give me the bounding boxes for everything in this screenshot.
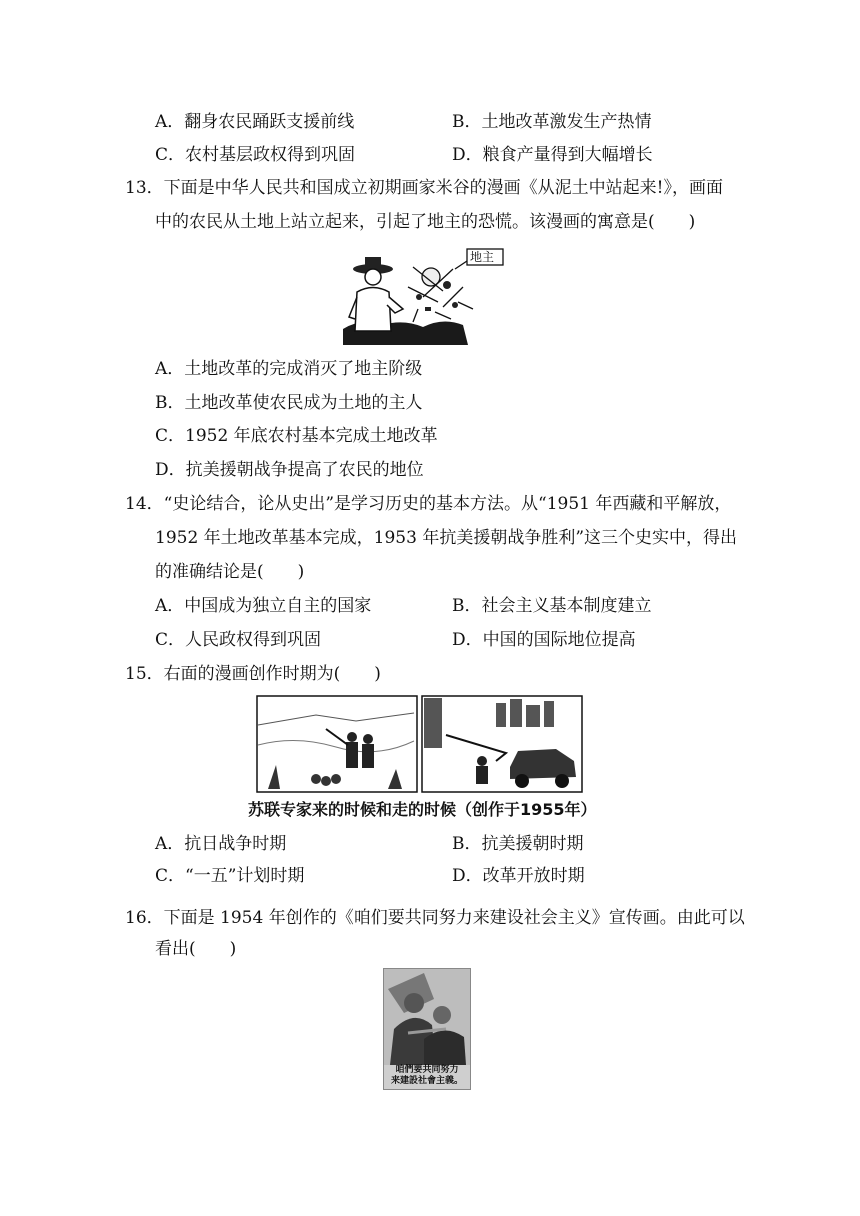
option-letter: D． [452, 630, 483, 650]
option-letter: D． [452, 866, 483, 886]
option-text: 农村基层政权得到巩固 [185, 145, 356, 165]
option-text: 抗美援朝战争提高了农民的地位 [185, 460, 424, 480]
q13-cartoon-figure [343, 247, 505, 345]
question-stem: “史论结合，论从史出”是学习历史的基本方法。从“1951 年西藏和平解放， [163, 494, 732, 514]
option-letter: B． [155, 393, 185, 413]
option-text: 中国的国际地位提高 [482, 630, 636, 650]
q15-option-a [155, 832, 286, 856]
poster-slogan-line-2: 来建設社會主義。 [390, 1076, 463, 1086]
option-letter: D． [155, 460, 186, 480]
landlord-label: 地主 [470, 250, 495, 264]
option-text: 抗日战争时期 [184, 834, 287, 854]
option-text: 粮食产量得到大幅增长 [482, 145, 653, 165]
option-text: 人民政权得到巩固 [185, 630, 322, 650]
q14-stem-line-2: 1952 年土地改革基本完成，1953 年抗美援朝战争胜利”这三个史实中，得出 [155, 528, 738, 548]
option-text: 翻身农民踊跃支援前线 [184, 112, 355, 132]
q14-stem-line-1 [125, 492, 731, 516]
q12-option-d [452, 143, 653, 167]
option-text: 社会主义基本制度建立 [481, 596, 652, 616]
q12-option-a [155, 110, 354, 134]
q15-cartoon-figure [256, 695, 584, 793]
option-text: 土地改革的完成消灭了地主阶级 [184, 359, 423, 379]
option-text: 1952 年底农村基本完成土地改革 [185, 426, 438, 446]
option-letter: C． [155, 866, 186, 886]
option-text: 中国成为独立自主的国家 [184, 596, 372, 616]
question-number: 16． [125, 908, 164, 928]
q15-option-b [452, 832, 584, 856]
question-stem: 下面是中华人民共和国成立初期画家米谷的漫画《从泥土中站起来!》，画面 [163, 178, 723, 198]
q12-option-b [452, 110, 652, 134]
q14-option-b [452, 594, 652, 618]
question-stem: 下面是 1954 年创作的《咱们要共同努力来建设社会主义》宣传画。由此可以 [163, 908, 745, 928]
option-letter: B． [452, 596, 482, 616]
q13-stem-line-2: 中的农民从土地上站立起来，引起了地主的恐慌。该漫画的寓意是( ) [155, 212, 696, 232]
question-number: 15． [125, 664, 164, 684]
option-letter: A． [155, 834, 185, 854]
q14-stem-line-3: 的准确结论是( ) [155, 562, 305, 582]
q13-option-a [155, 357, 422, 381]
q12-option-c [155, 143, 355, 167]
option-text: 土地改革激发生产热情 [481, 112, 652, 132]
option-letter: C． [155, 145, 186, 165]
question-number: 13． [125, 178, 164, 198]
option-letter: A． [155, 359, 185, 379]
q16-poster-figure [383, 968, 471, 1090]
q15-option-d [452, 864, 585, 888]
option-letter: B． [452, 834, 482, 854]
option-letter: D． [452, 145, 483, 165]
q13-stem-line-1 [125, 176, 723, 200]
option-letter: B． [452, 112, 482, 132]
option-letter: C． [155, 426, 186, 446]
option-letter: A． [155, 596, 185, 616]
q13-option-d [155, 458, 424, 482]
question-number: 14． [125, 494, 164, 514]
q15-figure-caption: 苏联专家来的时候和走的时候（创作于1955年） [248, 800, 597, 819]
option-text: “一五”计划时期 [185, 866, 305, 886]
poster-slogan-line-1: 咱們要共同努力 [395, 1065, 459, 1075]
question-stem: 右面的漫画创作时期为( ) [163, 664, 381, 684]
q15-stem-line-1 [125, 662, 381, 686]
option-text: 改革开放时期 [482, 866, 585, 886]
poster-slogan [384, 1065, 470, 1087]
q14-option-d [452, 628, 636, 652]
q14-option-a [155, 594, 371, 618]
option-text: 抗美援朝时期 [481, 834, 584, 854]
option-letter: A． [155, 112, 185, 132]
q13-option-b [155, 391, 423, 415]
soviet-experts-cartoon [256, 695, 584, 793]
q13-option-c [155, 424, 438, 448]
q16-stem-line-1 [125, 906, 745, 930]
option-text: 土地改革使农民成为土地的主人 [184, 393, 423, 413]
q14-option-c [155, 628, 321, 652]
q16-stem-line-2: 看出( ) [155, 939, 237, 959]
q15-option-c [155, 864, 304, 888]
propaganda-poster-image [384, 969, 470, 1065]
option-letter: C． [155, 630, 186, 650]
